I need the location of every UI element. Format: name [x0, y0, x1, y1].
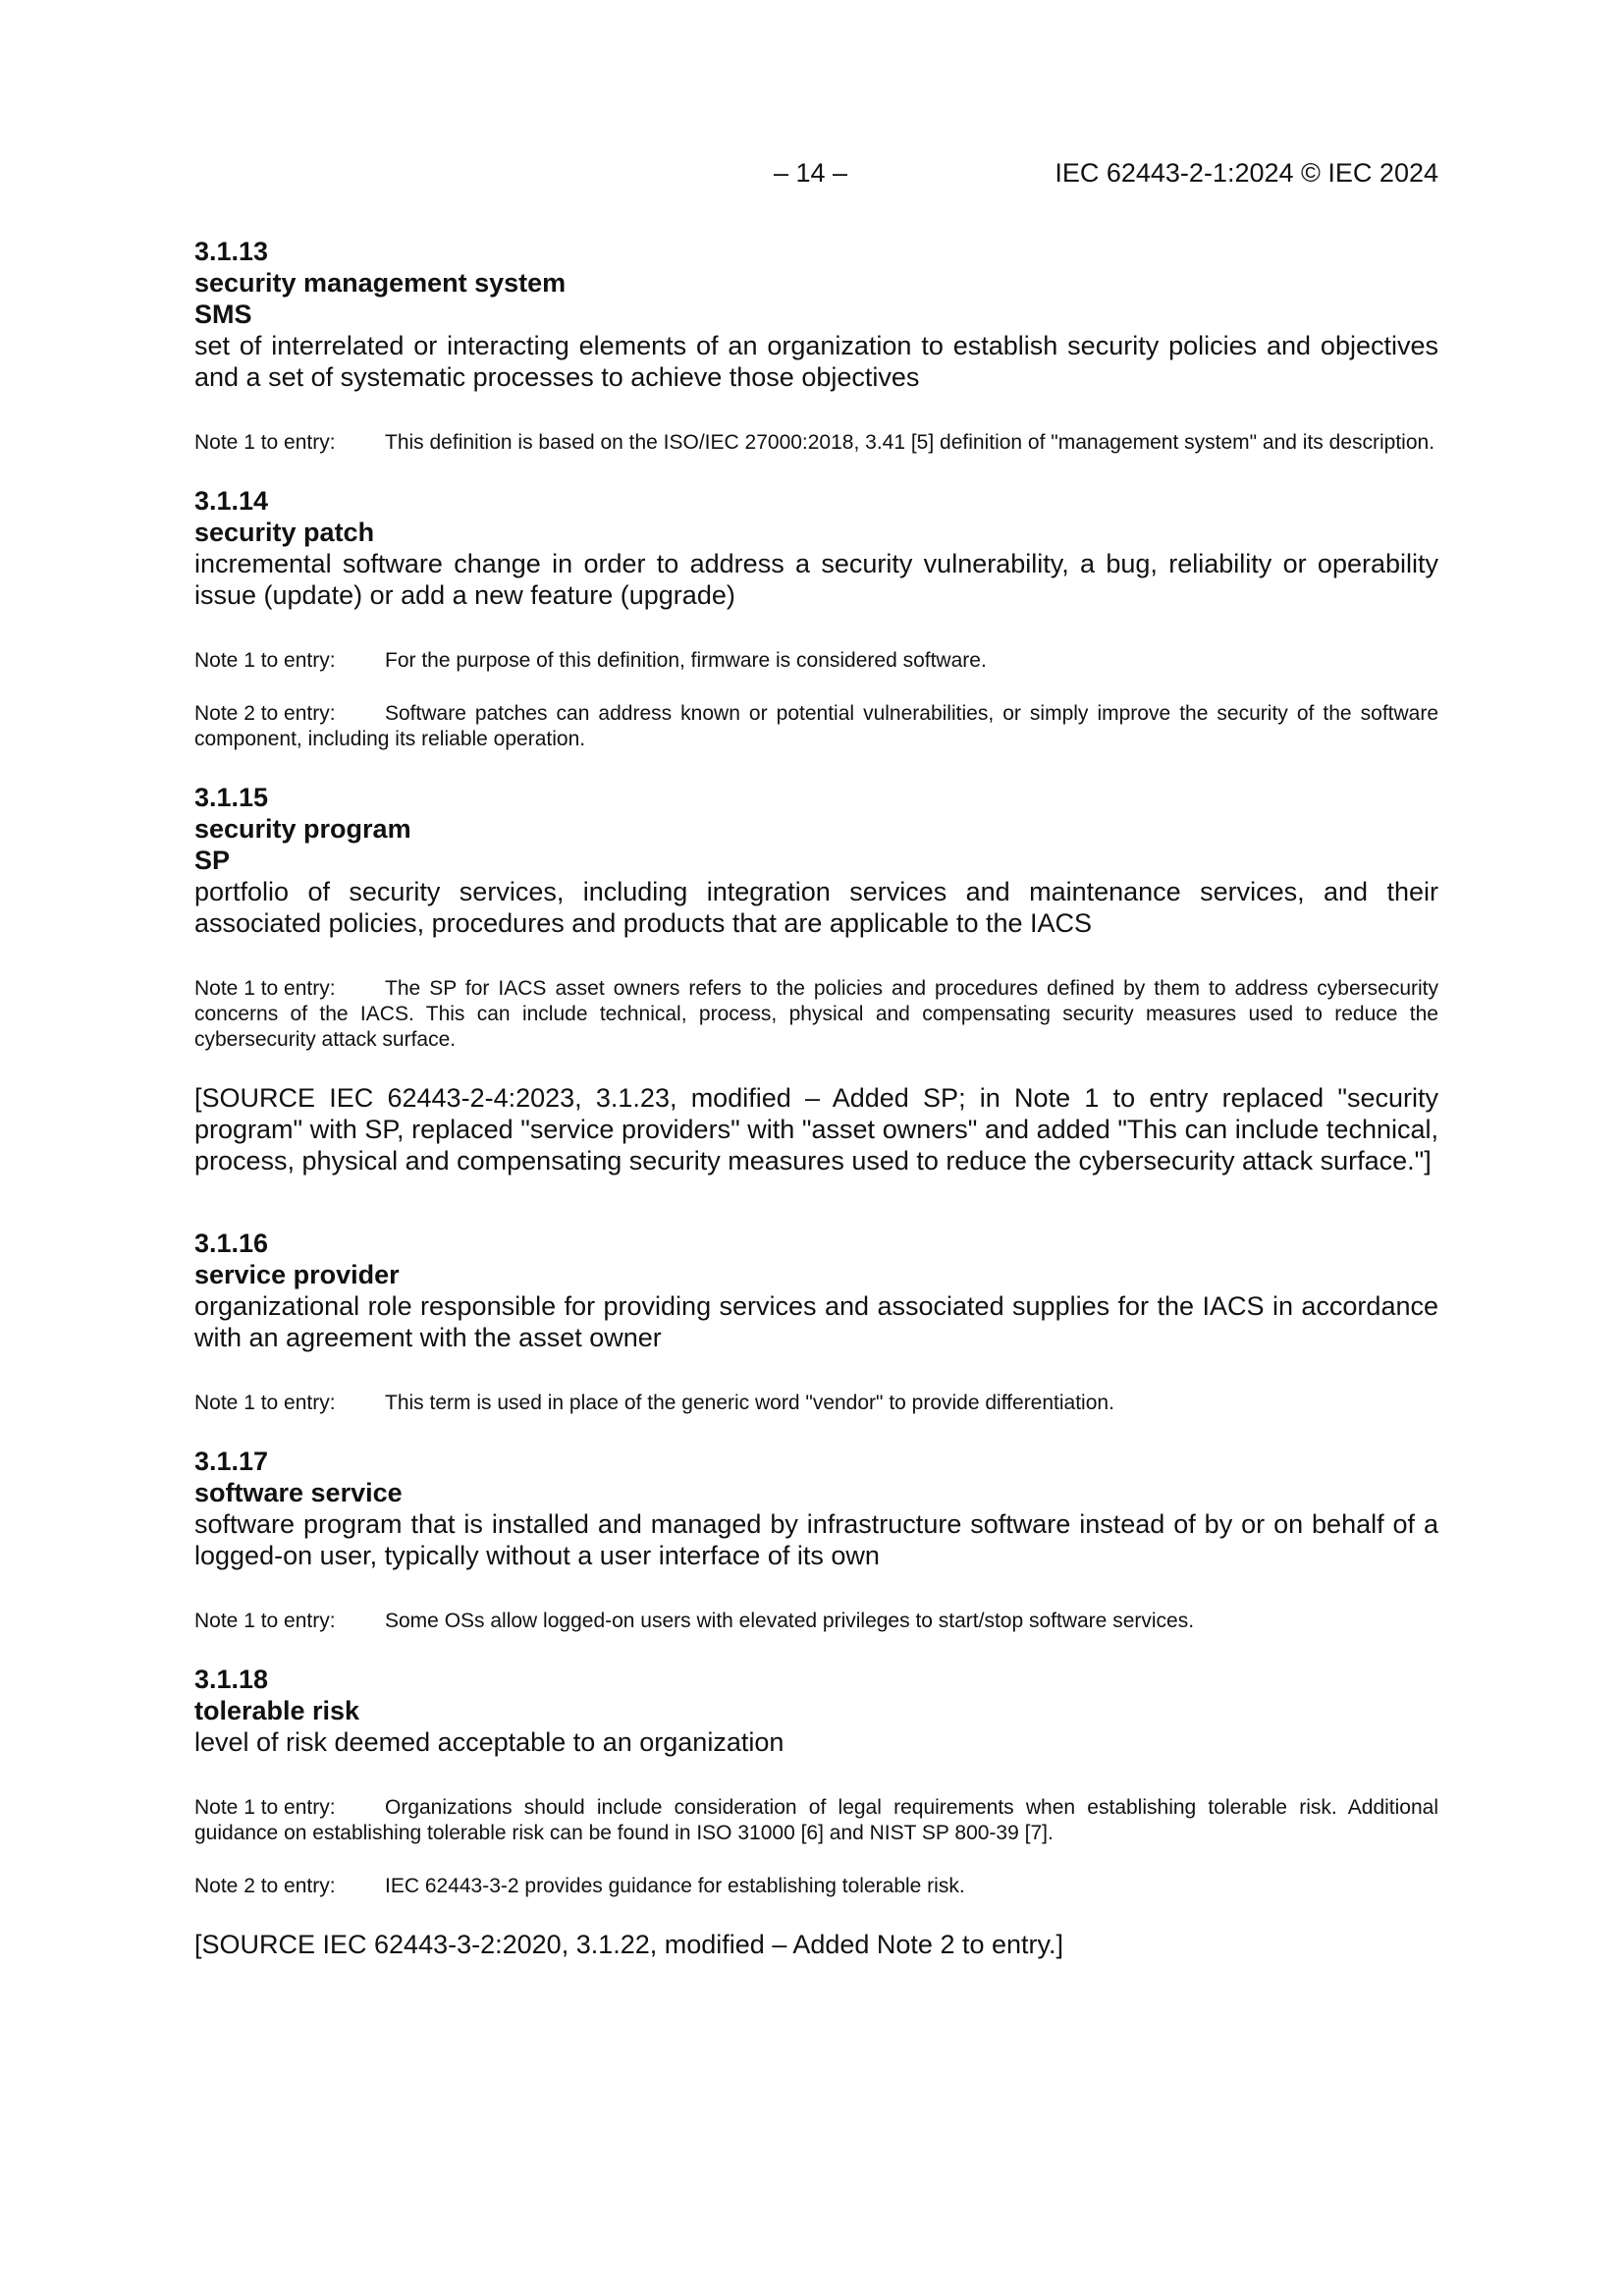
entry-number: 3.1.13	[194, 237, 269, 266]
note-label: Note 2 to entry:	[194, 702, 336, 725]
note-to-entry	[194, 1795, 1438, 1846]
note-text: The SP for IACS asset owners refers to the policies and procedures defined by them to address cybersecurity concerns of the IACS. This can include technical, process, physical and compensating security measures used to reduce the cybersecurity attack surface.	[194, 977, 1438, 1051]
note-to-entry	[194, 648, 1438, 674]
note-label: Note 1 to entry:	[194, 1610, 336, 1632]
note-text: Some OSs allow logged-on users with elevated privileges to start/stop software services.	[385, 1610, 1195, 1632]
note-to-entry	[194, 701, 1438, 752]
term-definition: set of interrelated or interacting elements of an organization to establish security policies and objectives and a set of systematic processes to achieve those objectives	[194, 331, 1438, 392]
term-entry	[194, 485, 1438, 782]
term-entry	[194, 782, 1438, 1228]
term-entry	[194, 1664, 1438, 1999]
term-abbreviation: SMS	[194, 300, 252, 329]
note-label: Note 1 to entry:	[194, 1392, 336, 1414]
document-id: IEC 62443-2-1:2024 © IEC 2024	[1055, 158, 1438, 188]
term-definition: software program that is installed and managed by infrastructure software instead of by or on behalf of a logged-on user, typically without a user interface of its own	[194, 1509, 1438, 1570]
note-text: IEC 62443-3-2 provides guidance for establishing tolerable risk.	[385, 1875, 965, 1897]
term-abbreviation: SP	[194, 846, 231, 875]
term-name: software service	[194, 1478, 403, 1507]
note-to-entry	[194, 1609, 1438, 1634]
note-label: Note 1 to entry:	[194, 431, 336, 454]
term-name: tolerable risk	[194, 1696, 360, 1725]
entry-number: 3.1.18	[194, 1665, 269, 1694]
note-to-entry	[194, 1391, 1438, 1416]
entry-number: 3.1.17	[194, 1447, 269, 1476]
page-number: – 14 –	[774, 158, 848, 188]
note-to-entry	[194, 1874, 1438, 1899]
source-citation: [SOURCE IEC 62443-3-2:2020, 3.1.22, modified – Added Note 2 to entry.]	[194, 1930, 1064, 1959]
term-name: security patch	[194, 518, 375, 547]
term-name: security program	[194, 814, 411, 844]
term-definition: incremental software change in order to address a security vulnerability, a bug, reliability or operability issue (update) or add a new feature (upgrade)	[194, 549, 1438, 610]
definitions-content	[194, 236, 1438, 1999]
note-text: Organizations should include consideration of legal requirements when establishing tolerable risk. Additional guidance on establishing tolerable risk can be found in ISO 31000 [6] and NIST SP 800-39 [7].	[194, 1796, 1438, 1844]
term-definition: portfolio of security services, including integration services and maintenance services, and their associated policies, procedures and products that are applicable to the IACS	[194, 877, 1438, 938]
note-text: Software patches can address known or potential vulnerabilities, or simply improve the security of the software component, including its reliable operation.	[194, 702, 1438, 750]
entry-number: 3.1.15	[194, 783, 269, 812]
term-entry	[194, 1446, 1438, 1664]
entry-number: 3.1.14	[194, 486, 269, 516]
note-label: Note 2 to entry:	[194, 1875, 336, 1897]
term-definition: organizational role responsible for providing services and associated supplies for the IACS in accordance with an agreement with the asset owner	[194, 1291, 1438, 1352]
term-entry	[194, 236, 1438, 485]
source-citation: [SOURCE IEC 62443-2-4:2023, 3.1.23, modified – Added SP; in Note 1 to entry replaced "security program" with SP, replaced "service providers" with "asset owners" and added "This can include technical, process, physical and compensating security measures used to reduce the cybersecurity attack surface."]	[194, 1083, 1438, 1175]
term-name: security management system	[194, 268, 567, 298]
entry-number: 3.1.16	[194, 1229, 269, 1258]
note-text: This definition is based on the ISO/IEC 27000:2018, 3.41 [5] definition of "management system" and its description.	[385, 431, 1435, 454]
note-label: Note 1 to entry:	[194, 977, 336, 1000]
note-text: This term is used in place of the generic word "vendor" to provide differentiation.	[385, 1392, 1114, 1414]
note-label: Note 1 to entry:	[194, 649, 336, 672]
term-entry	[194, 1228, 1438, 1446]
page-header	[194, 155, 1438, 191]
note-text: For the purpose of this definition, firmware is considered software.	[385, 649, 987, 672]
term-definition: level of risk deemed acceptable to an organization	[194, 1727, 784, 1757]
note-to-entry	[194, 430, 1438, 456]
note-label: Note 1 to entry:	[194, 1796, 336, 1819]
term-name: service provider	[194, 1260, 400, 1289]
note-to-entry	[194, 976, 1438, 1053]
